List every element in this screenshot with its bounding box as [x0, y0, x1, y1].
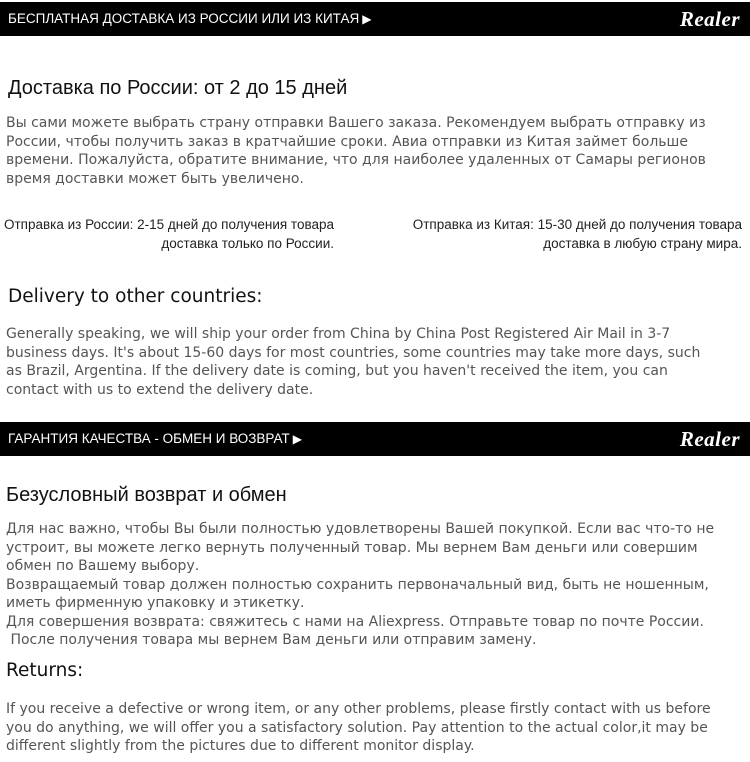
- shipping-option-china: [413, 215, 742, 253]
- shipping-option-line: Отправка из Китая: 15-30 дней до получения товара: [412, 217, 742, 232]
- paragraph-line: После получения товара мы вернем Вам деньги или отправим замену.: [6, 632, 537, 648]
- returns-ru-heading: Безусловный возврат и обмен: [6, 484, 287, 506]
- play-arrow-icon: ▶: [362, 12, 372, 26]
- paragraph-line: России, чтобы получить заказ в кратчайшие сроки. Авиа отправки из Китая займет больше: [6, 133, 688, 150]
- paragraph-line: contact with us to extend the delivery date.: [6, 381, 314, 398]
- paragraph-line: времени. Пожалуйста, обратите внимание, что для наиболее удаленных от Самары регионов: [6, 152, 706, 168]
- paragraph-line: Для нас важно, чтобы Вы были полностью удовлетворены Вашей покупкой. Если вас что-то не: [6, 521, 715, 537]
- shipping-option-russia: [4, 215, 334, 253]
- paragraph-line: время доставки может быть увеличено.: [6, 170, 304, 187]
- brand-logo: Realer: [679, 427, 740, 451]
- paragraph-line: обмен по Вашему выбору.: [6, 558, 200, 574]
- delivery-ru-paragraph: [6, 114, 706, 188]
- warranty-banner-label: ГАРАНТИЯ КАЧЕСТВА - ОБМЕН И ВОЗВРАТ ▶: [8, 431, 302, 446]
- paragraph-line: you do anything, we will offer you a satisfactory solution. Pay attention to the actual color,it may be: [6, 719, 708, 736]
- paragraph-line: business days. It's about 15-60 days for most countries, some countries may take more days, such: [6, 344, 701, 361]
- paragraph-line: as Brazil, Argentina. If the delivery date is coming, but you haven't received the item, you can: [6, 363, 668, 379]
- paragraph-line: устроит, вы можете легко вернуть полученный товар. Мы вернем Вам деньги или совершим: [6, 539, 698, 556]
- returns-en-heading: Returns:: [6, 660, 84, 681]
- returns-en-paragraph: [6, 700, 711, 756]
- delivery-en-paragraph: [6, 325, 700, 399]
- paragraph-line: Вы сами можете выбрать страну отправки Вашего заказа. Рекомендуем выбрать отправку из: [6, 115, 706, 131]
- warranty-banner: [0, 422, 750, 456]
- play-arrow-icon: ▶: [292, 432, 302, 446]
- shipping-option-line: Отправка из России: 2-15 дней до получения товара: [4, 217, 334, 232]
- delivery-banner-label: БЕСПЛАТНАЯ ДОСТАВКА ИЗ РОССИИ ИЛИ ИЗ КИТАЯ ▶: [8, 11, 372, 26]
- paragraph-line: different slightly from the pictures due to different monitor display.: [6, 738, 475, 754]
- delivery-banner: [0, 2, 750, 36]
- paragraph-line: Для совершения возврата: свяжитесь с нами на Aliexpress. Отправьте товар по почте России.: [6, 613, 704, 630]
- shipping-option-line: доставка только по России.: [161, 236, 334, 251]
- returns-ru-paragraph: [6, 520, 714, 650]
- paragraph-line: Возвращаемый товар должен полностью сохранить первоначальный вид, быть не ношенным,: [6, 576, 709, 593]
- brand-logo: Realer: [679, 7, 740, 31]
- paragraph-line: If you receive a defective or wrong item, or any other problems, please firstly contact with us before: [6, 701, 711, 717]
- shipping-option-line: доставка в любую страну мира.: [543, 236, 742, 251]
- paragraph-line: Generally speaking, we will ship your order from China by China Post Registered Air Mail in 3-7: [6, 326, 671, 342]
- delivery-ru-heading: Доставка по России: от 2 до 15 дней: [8, 77, 348, 99]
- paragraph-line: иметь фирменную упаковку и этикетку.: [6, 595, 305, 611]
- delivery-en-heading: Delivery to other countries:: [8, 286, 263, 307]
